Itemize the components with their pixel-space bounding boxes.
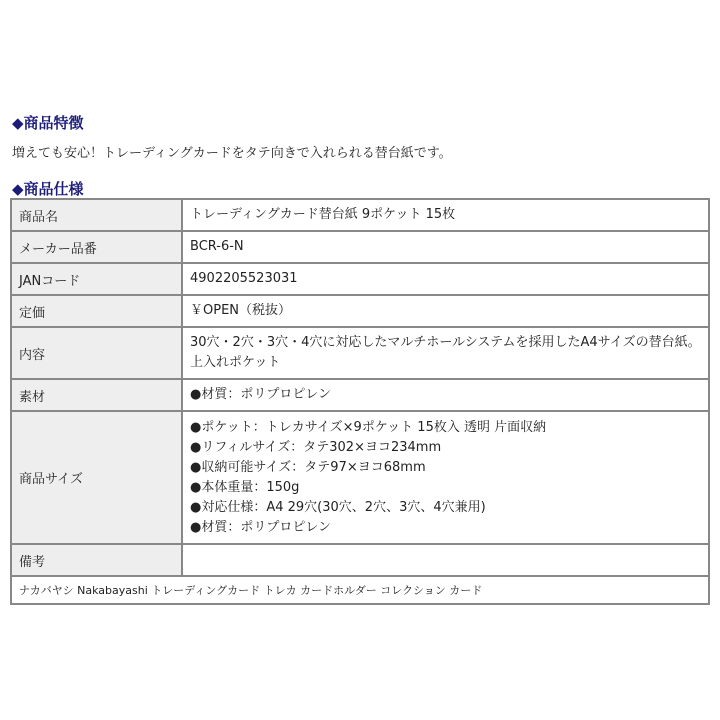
row-label: 商品サイズ <box>11 411 182 544</box>
value-line: ●材質：ポリプロピレン <box>190 387 332 402</box>
value-line: トレーディングカード替台紙 9ポケット 15枚 <box>190 207 456 222</box>
value-line: ●本体重量：150g <box>190 479 300 495</box>
value-line: ●対応仕様：A4 29穴(30穴、2穴、3穴、4穴兼用) <box>190 499 486 515</box>
row-label: 商品名 <box>11 199 182 231</box>
keywords: ナカバヤシ Nakabayashi トレーディングカード トレカ カードホルダー コレクション カード <box>11 576 709 604</box>
row-value <box>182 327 709 379</box>
features-text: 増えても安心！トレーディングカードをタテ向きで入れられる替台紙です。 <box>12 146 452 161</box>
row-value <box>182 379 709 411</box>
value-line: ●ポケット：トレカサイズ×9ポケット 15枚入 透明 片面収納 <box>190 419 547 435</box>
value-line: 上入れポケット <box>190 355 281 370</box>
keywords-row <box>11 576 709 604</box>
row-label: JANコード <box>11 263 182 295</box>
value-line: ●収納可能サイズ：タテ97×ヨコ68mm <box>190 459 426 475</box>
row-value <box>182 411 709 544</box>
row-label: 備考 <box>11 544 182 576</box>
table-row <box>11 231 709 263</box>
value-line: ￥OPEN（税抜） <box>190 303 292 318</box>
row-label: 素材 <box>11 379 182 411</box>
specs-heading: ◆商品仕様 <box>12 180 84 198</box>
row-value <box>182 231 709 263</box>
value-line: 4902205523031 <box>190 271 298 286</box>
table-row <box>11 544 709 576</box>
value-line: 30穴・2穴・3穴・4穴に対応したマルチホールシステムを採用したA4サイズの替台紙。 <box>190 335 701 350</box>
row-label: メーカー品番 <box>11 231 182 263</box>
table-row <box>11 199 709 231</box>
value-line: ●材質：ポリプロピレン <box>190 519 332 535</box>
row-value <box>182 199 709 231</box>
features-heading: ◆商品特徴 <box>12 114 84 132</box>
table-row <box>11 411 709 544</box>
value-line: BCR-6-N <box>190 239 244 254</box>
row-value <box>182 544 709 576</box>
spec-table <box>10 198 710 605</box>
table-row <box>11 327 709 379</box>
row-value <box>182 263 709 295</box>
row-value <box>182 295 709 327</box>
row-label: 定価 <box>11 295 182 327</box>
value-line: ●リフィルサイズ：タテ302×ヨコ234mm <box>190 439 442 455</box>
row-label: 内容 <box>11 327 182 379</box>
table-row <box>11 295 709 327</box>
table-row <box>11 379 709 411</box>
table-row <box>11 263 709 295</box>
